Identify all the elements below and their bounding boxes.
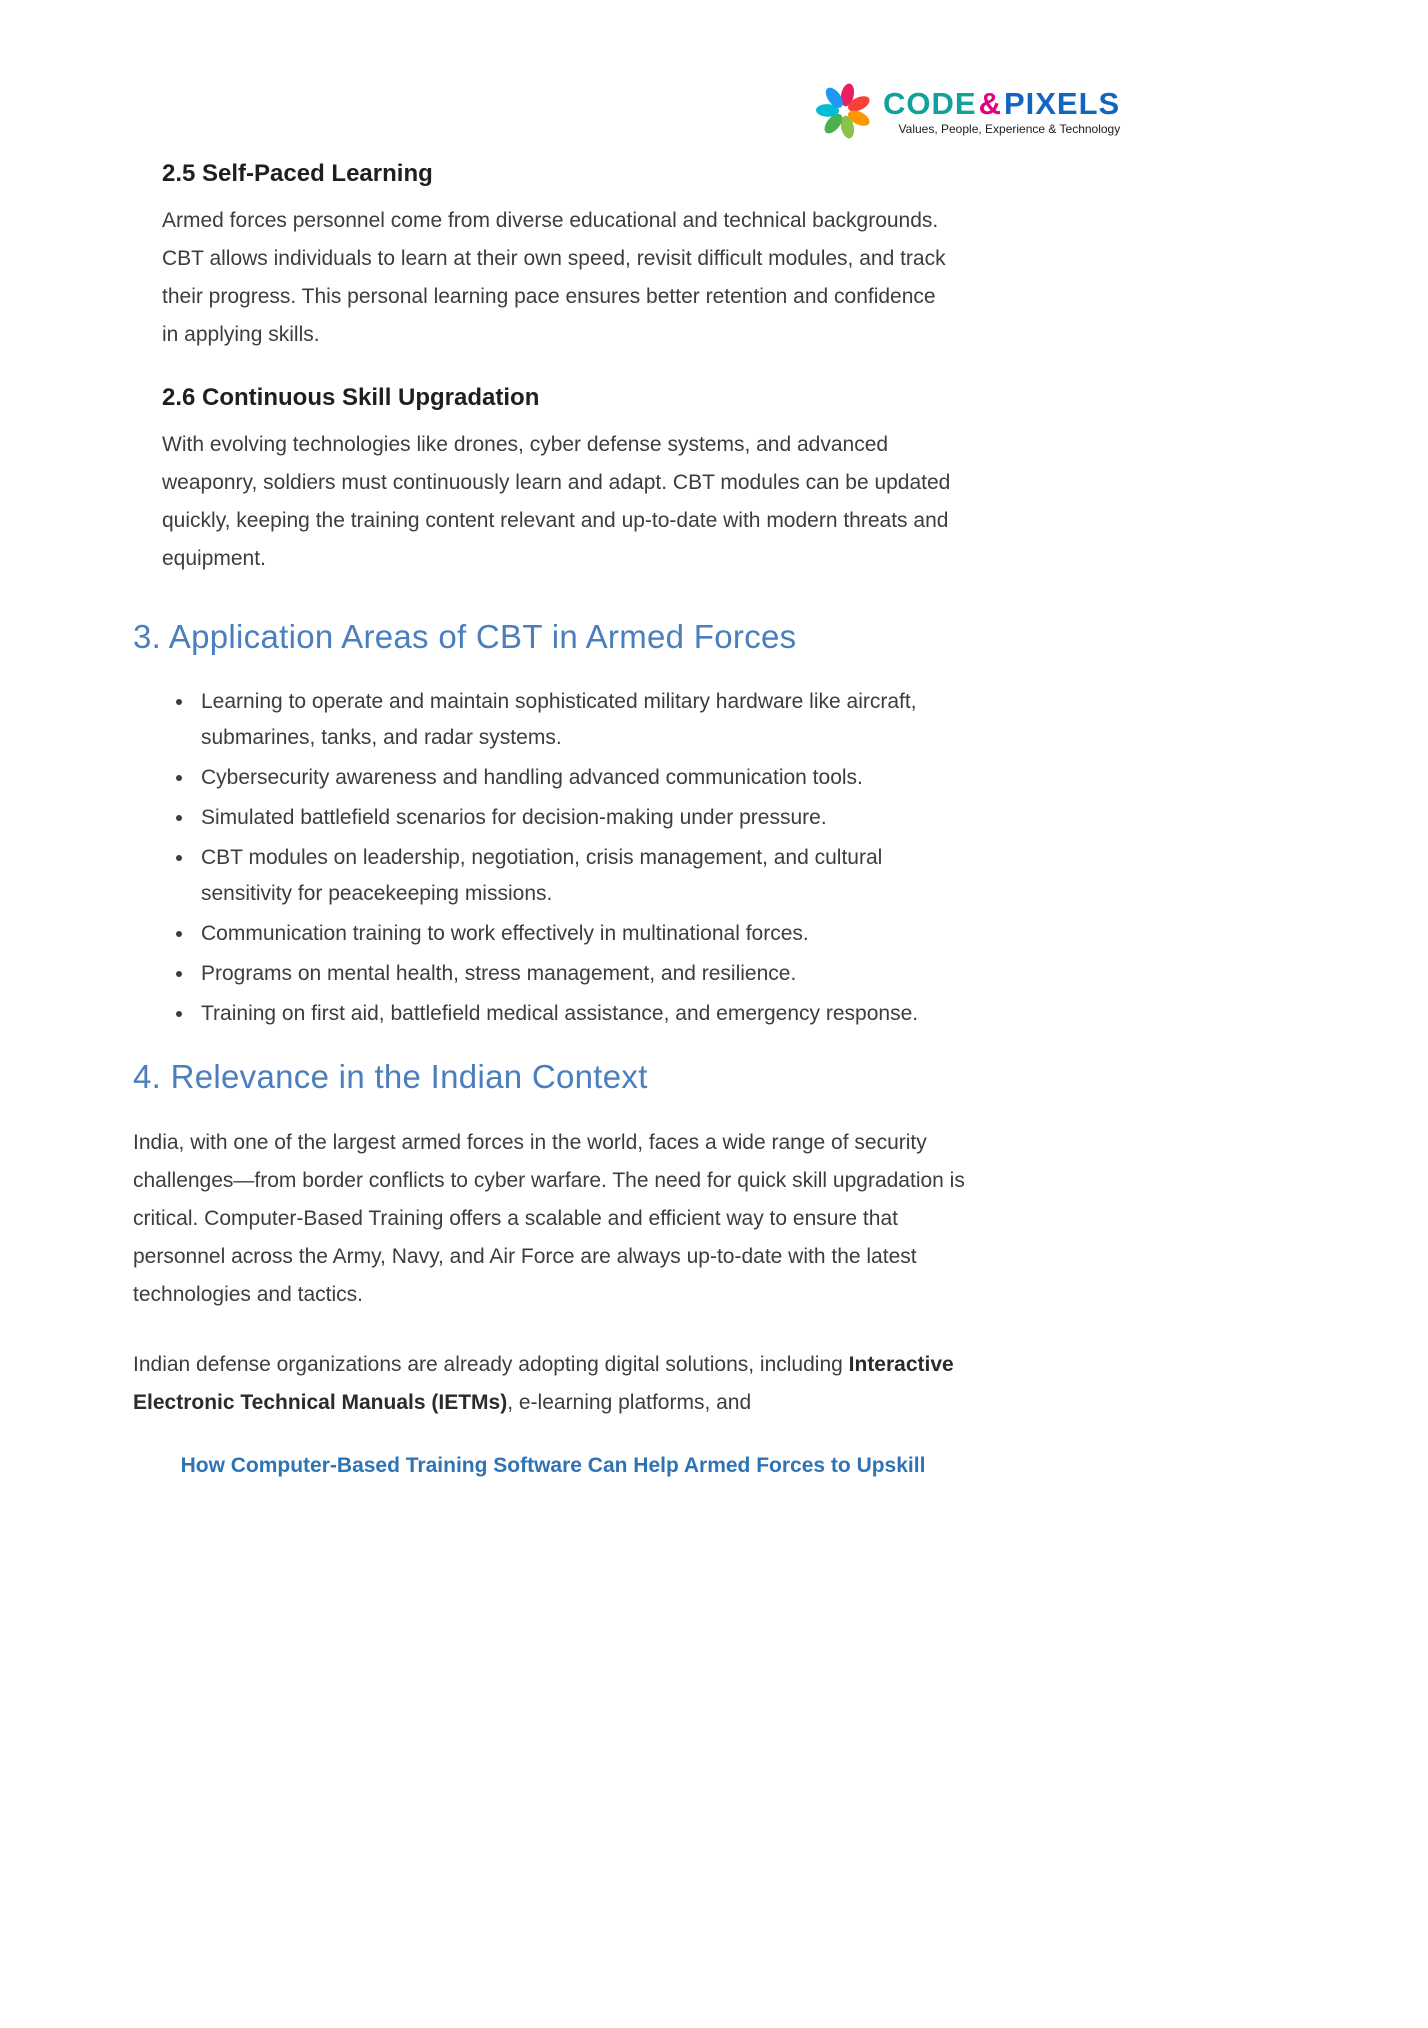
- list-item: • Programs on mental health, stress management, and resilience.: [195, 956, 933, 992]
- section-4-heading: 4. Relevance in the Indian Context: [133, 1058, 648, 1095]
- pinwheel-logo-icon: [815, 82, 873, 140]
- application-areas-list: [133, 684, 933, 1032]
- logo-tagline: Values, People, Experience & Technology: [898, 121, 1121, 136]
- page-footer-title: How Computer-Based Training Software Can Help Armed Forces to Upskill: [180, 1454, 926, 1477]
- paragraph-text: , e-learning platforms, and: [507, 1391, 752, 1414]
- paragraph: [133, 1346, 973, 1422]
- list-item: • Communication training to work effectively in multinational forces.: [195, 916, 933, 952]
- paragraph: India, with one of the largest armed forces in the world, faces a wide range of security challenges—from border conflicts to cyber warfare. The need for quick skill upgradation is critical. Computer-Based Training offers a scalable and efficient way to ensure that personnel across the Army, Navy, and Air Force are always up-to-date with the latest technologies and tactics.: [133, 1131, 965, 1306]
- section-2-5: [162, 160, 995, 354]
- list-item: • Cybersecurity awareness and handling advanced communication tools.: [195, 760, 933, 796]
- paragraph-text: Indian defense organizations are already adopting digital solutions, including: [133, 1353, 849, 1376]
- logo-text: [883, 85, 1121, 136]
- list-item: • Simulated battlefield scenarios for decision-making under pressure.: [195, 800, 933, 836]
- list-item: • Learning to operate and maintain sophisticated military hardware like aircraft, submarines, tanks, and radar systems.: [195, 684, 933, 756]
- list-item: • CBT modules on leadership, negotiation, crisis management, and cultural sensitivity for peacekeeping missions.: [195, 840, 933, 912]
- logo-word-code: CODE: [883, 85, 977, 121]
- logo-title: [883, 85, 1121, 121]
- code-pixels-logo: [815, 82, 1120, 140]
- list-item: • Training on first aid, battlefield medical assistance, and emergency response.: [195, 996, 933, 1032]
- subsection-heading: 2.6 Continuous Skill Upgradation: [162, 384, 540, 411]
- subsection-paragraph: With evolving technologies like drones, cyber defense systems, and advanced weaponry, soldiers must continuously learn and adapt. CBT modules can be updated quickly, keeping the training content relevant and up-to-date with modern threats and equipment.: [162, 433, 951, 570]
- section-2-6: [162, 384, 995, 578]
- paragraph-bold-text: Interactive Electronic Technical Manuals (IETMs): [133, 1353, 954, 1414]
- logo-ampersand: &: [978, 85, 1002, 121]
- subsection-paragraph: Armed forces personnel come from diverse educational and technical backgrounds. CBT allows individuals to learn at their own speed, revisit difficult modules, and track their progress. This personal learning pace ensures better retention and confidence in applying skills.: [162, 209, 946, 346]
- document-content: [133, 160, 995, 1478]
- section-3-heading: 3. Application Areas of CBT in Armed Forces: [133, 618, 797, 655]
- logo-word-pixels: PIXELS: [1003, 85, 1121, 121]
- subsection-heading: 2.5 Self-Paced Learning: [162, 160, 433, 187]
